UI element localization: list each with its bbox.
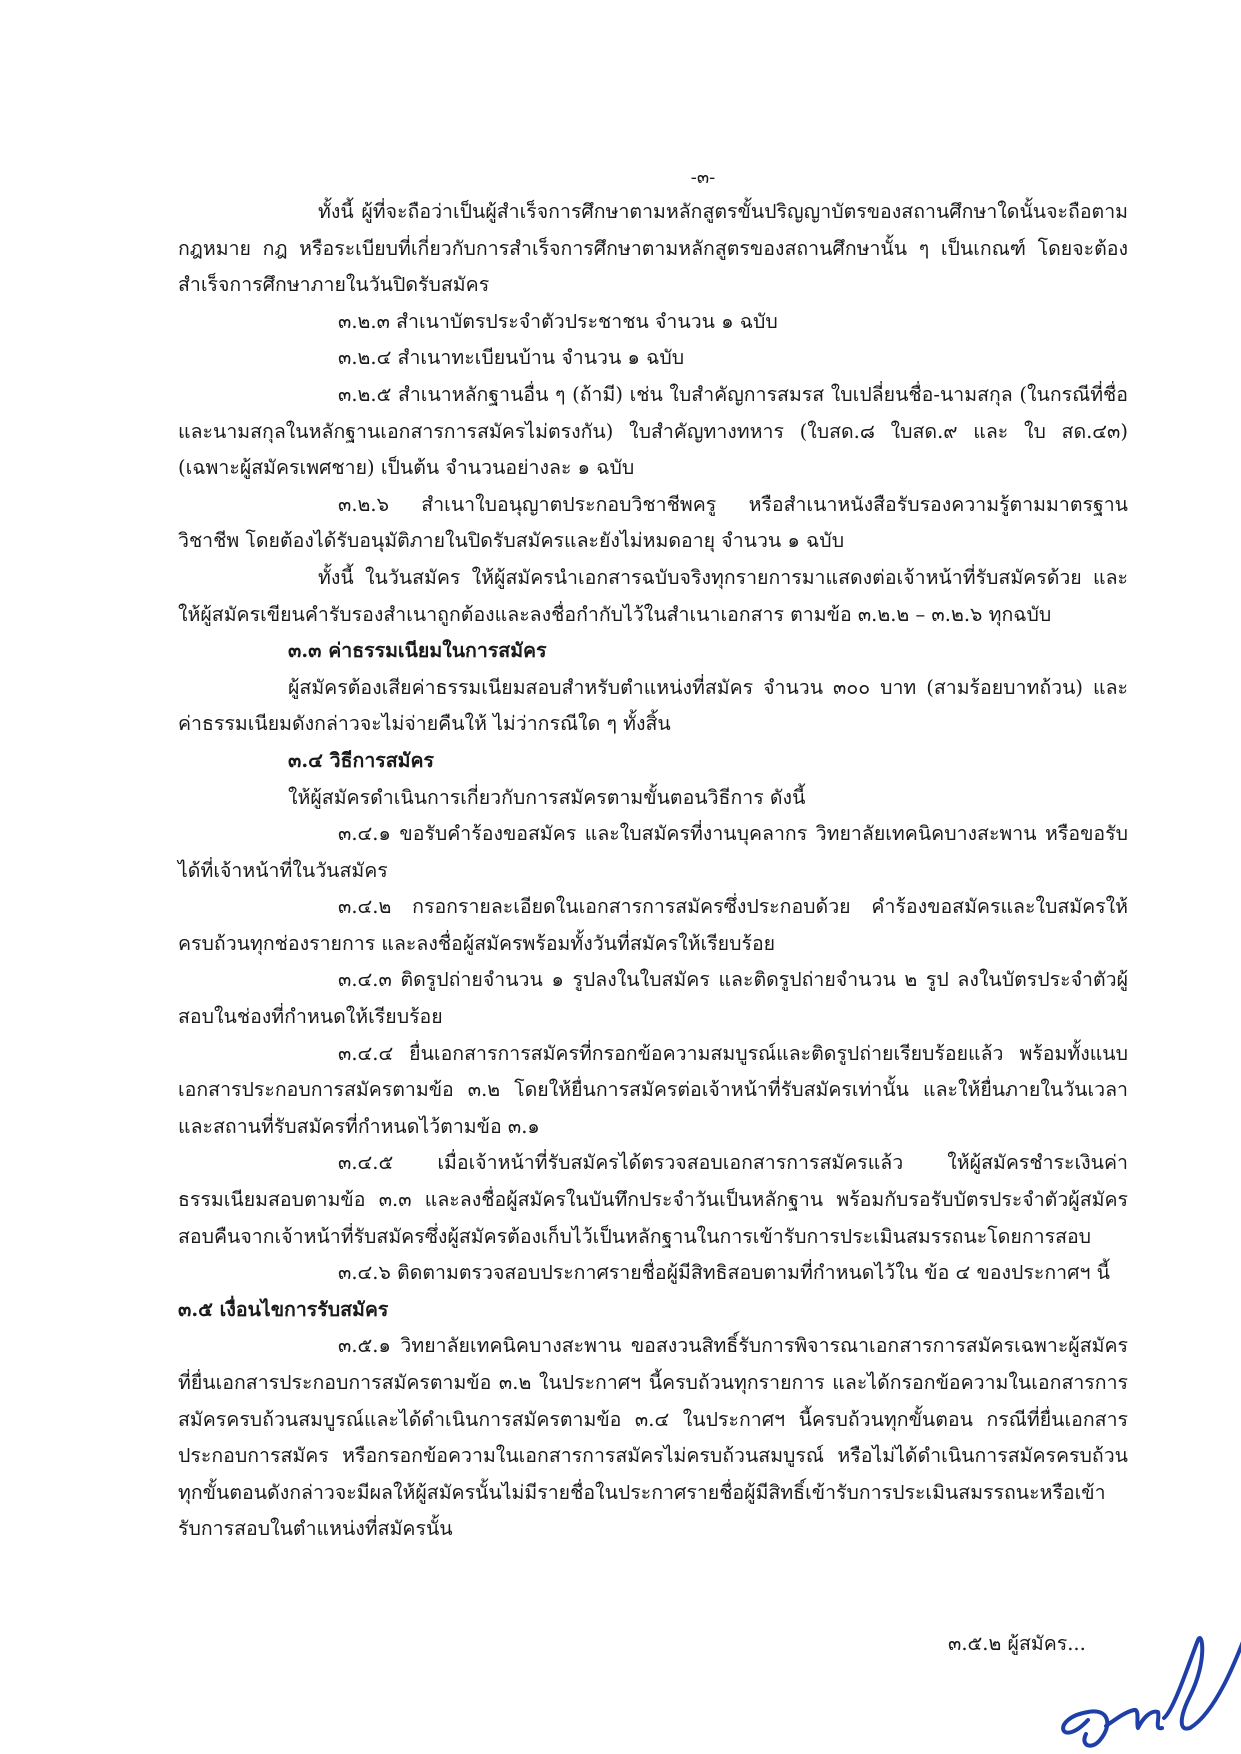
paragraph: ๓.๔.๔ ยื่นเอกสารการสมัครที่กรอกข้อความสมบูรณ์และติดรูปถ่ายเรียบร้อยแล้ว พร้อมทั้งแนบเอกสารประกอบการสมัครตามข้อ ๓.๒ โดยให้ยื่นการสมัครต่อเจ้าหน้าที่รับสมัครเท่านั้น และให้ยื่นภายในวันเวลาและสถานที่รับสมัครที่กำหนดไว้ตามข้อ ๓.๑ xyxy=(178,1041,1128,1138)
paragraph: ๓.๒.๖ สำเนาใบอนุญาตประกอบวิชาชีพครู หรือสำเนาหนังสือรับรองความรู้ตามมาตรฐานวิชาชีพ โดยต้องได้รับอนุมัติภายในปิดรับสมัครและยังไม่หมดอายุ จำนวน ๑ ฉบับ xyxy=(178,492,1128,553)
section-heading: ๓.๕ เงื่อนไขการรับสมัคร xyxy=(178,1297,389,1321)
paragraph: ๓.๔.๒ กรอกรายละเอียดในเอกสารการสมัครซึ่งประกอบด้วย คำร้องขอสมัครและใบสมัครให้ครบถ้วนทุกช่องรายการ และลงชื่อผู้สมัครพร้อมทั้งวันที่สมัครให้เรียบร้อย xyxy=(178,895,1128,955)
section-heading: ๓.๔ วิธีการสมัคร xyxy=(288,748,435,772)
paragraph: ๓.๔.๑ ขอรับคำร้องขอสมัคร และใบสมัครที่งานบุคลากร วิทยาลัยเทคนิคบางสะพาน หรือขอรับได้ที่เจ้าหน้าที่ในวันสมัคร xyxy=(178,822,1128,882)
paragraph: ทั้งนี้ ผู้ที่จะถือว่าเป็นผู้สำเร็จการศึกษาตามหลักสูตรขั้นปริญญาบัตรของสถานศึกษาใดนั้นจะถือตามกฎหมาย กฎ หรือระเบียบที่เกี่ยวกับการสำเร็จการศึกษาตามหลักสูตรของสถานศึกษานั้น ๆ เป็นเกณฑ์ โดยจะต้องสำเร็จการศึกษาภายในวันปิดรับสมัคร xyxy=(178,200,1128,297)
paragraph: ๓.๔.๖ ติดตามตรวจสอบประกาศรายชื่อผู้มีสิทธิสอบตามที่กำหนดไว้ใน ข้อ ๔ ของประกาศฯ นี้ xyxy=(338,1261,1110,1285)
paragraph: ผู้สมัครต้องเสียค่าธรรมเนียมสอบสำหรับตำแหน่งที่สมัคร จำนวน ๓๐๐ บาท (สามร้อยบาทถ้วน) และค่าธรรมเนียมดังกล่าวจะไม่จ่ายคืนให้ ไม่ว่ากรณีใด ๆ ทั้งสิ้น xyxy=(178,675,1128,736)
section-heading: ๓.๓ ค่าธรรมเนียมในการสมัคร xyxy=(288,639,547,663)
document-body xyxy=(178,162,1128,1548)
paragraph: ๓.๒.๕ สำเนาหลักฐานอื่น ๆ (ถ้ามี) เช่น ใบสำคัญการสมรส ใบเปลี่ยนชื่อ-นามสกุล (ในกรณีที่ชื่อและนามสกุลในหลักฐานเอกสารการสมัครไม่ตรงกัน) ใบสำคัญทางทหาร (ใบสด.๘ ใบสด.๙ และ ใบ สด.๔๓) (เฉพาะผู้สมัครเพศชาย) เป็นต้น จำนวนอย่างละ ๑ ฉบับ xyxy=(178,382,1128,480)
paragraph: ๓.๒.๓ สำเนาบัตรประจำตัวประชาชน จำนวน ๑ ฉบับ xyxy=(338,309,778,333)
paragraph: ทั้งนี้ ในวันสมัคร ให้ผู้สมัครนำเอกสารฉบับจริงทุกรายการมาแสดงต่อเจ้าหน้าที่รับสมัครด้วย และให้ผู้สมัครเขียนคำรับรองสำเนาถูกต้องและลงชื่อกำกับไว้ในสำเนาเอกสาร ตามข้อ ๓.๒.๒ – ๓.๒.๖ ทุกฉบับ xyxy=(178,565,1128,626)
paragraph: ให้ผู้สมัครดำเนินการเกี่ยวกับการสมัครตามขั้นตอนวิธีการ ดังนี้ xyxy=(288,785,806,809)
paragraph-list xyxy=(178,194,1128,1548)
paragraph: ๓.๕.๑ วิทยาลัยเทคนิคบางสะพาน ขอสงวนสิทธิ์รับการพิจารณาเอกสารการสมัครเฉพาะผู้สมัครที่ยื่นเอกสารประกอบการสมัครตามข้อ ๓.๒ ในประกาศฯ นี้ครบถ้วนทุกรายการ และได้กรอกข้อความในเอกสารการสมัครครบถ้วนสมบูรณ์และได้ดำเนินการสมัครตามข้อ ๓.๔ ในประกาศฯ นี้ครบถ้วนทุกขั้นตอน กรณีที่ยื่นเอกสารประกอบการสมัคร หรือกรอกข้อความในเอกสารการสมัครไม่ครบถ้วนสมบูรณ์ หรือไม่ได้ดำเนินการสมัครครบถ้วนทุกขั้นตอนดังกล่าวจะมีผลให้ผู้สมัครนั้นไม่มีรายชื่อในประกาศรายชื่อผู้มีสิทธิ์เข้ารับการประเมินสมรรถนะหรือเข้ารับการสอบในตำแหน่งที่สมัครนั้น xyxy=(178,1334,1128,1541)
paragraph: ๓.๔.๕ เมื่อเจ้าหน้าที่รับสมัครได้ตรวจสอบเอกสารการสมัครแล้ว ให้ผู้สมัครชำระเงินค่าธรรมเนียมสอบตามข้อ ๓.๓ และลงชื่อผู้สมัครในบันทึกประจำวันเป็นหลักฐาน พร้อมกับรอรับบัตรประจำตัวผู้สมัครสอบคืนจากเจ้าหน้าที่รับสมัครซึ่งผู้สมัครต้องเก็บไว้เป็นหลักฐานในการเข้ารับการประเมินสมรรถนะโดยการสอบ xyxy=(178,1151,1128,1248)
continuation-marker: ๓.๕.๒ ผู้สมัคร... xyxy=(948,1632,1086,1655)
page-number: -๓- xyxy=(690,167,716,188)
paragraph: ๓.๒.๔ สำเนาทะเบียนบ้าน จำนวน ๑ ฉบับ xyxy=(338,346,685,370)
signature-mark xyxy=(1040,1600,1241,1750)
paragraph: ๓.๔.๓ ติดรูปถ่ายจำนวน ๑ รูปลงในใบสมัคร และติดรูปถ่ายจำนวน ๒ รูป ลงในบัตรประจำตัวผู้สอบในช่องที่กำหนดให้เรียบร้อย xyxy=(178,968,1128,1029)
